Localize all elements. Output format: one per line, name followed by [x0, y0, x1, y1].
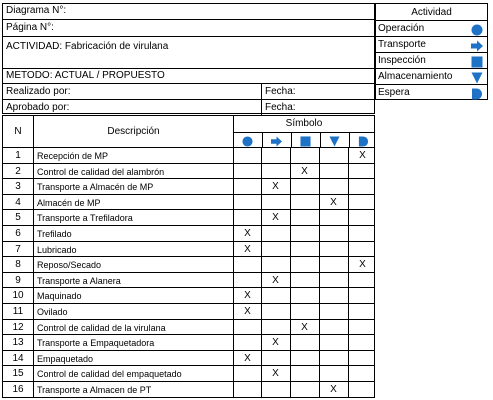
row-description: Transporte a Alanera [37, 275, 121, 286]
date-cell-1 [261, 84, 296, 99]
table-row [3, 148, 374, 164]
symbol-cell [261, 210, 289, 225]
symbol-cell [261, 195, 289, 210]
symbol-cell [290, 195, 318, 210]
row-number: 4 [15, 196, 21, 208]
activity-mark: X [244, 228, 251, 239]
symbol-cell [290, 148, 318, 163]
symbol-cell [233, 304, 261, 319]
description-cell [33, 288, 233, 303]
activity-mark: X [244, 243, 251, 255]
symbol-cell [233, 210, 261, 225]
table-row [3, 257, 374, 273]
description-cell [33, 226, 233, 241]
legend-item [376, 69, 487, 85]
activity-mark: X [330, 196, 337, 208]
symbol-cell [348, 148, 376, 163]
symbol-cell [319, 366, 347, 381]
symbol-title-row [234, 116, 374, 133]
symbol-cell [348, 288, 376, 303]
row-number: 9 [15, 274, 21, 286]
symbol-cell [290, 382, 318, 398]
row-description: Reposo/Secado [37, 260, 102, 271]
symbol-cell [290, 273, 318, 288]
row-number: 10 [12, 290, 24, 302]
legend-title: Actividad [411, 7, 452, 18]
row-number: 7 [15, 243, 21, 255]
description-cell [33, 273, 233, 288]
legend-item-label: Almacenamiento [378, 71, 453, 82]
symbol-cell [261, 366, 289, 381]
row-description: Control de calidad de la virulana [37, 322, 166, 333]
symbol-cell [290, 335, 318, 350]
row-description: Transporte a Empaquetadora [37, 338, 155, 349]
symbol-cell [233, 164, 261, 179]
symbol-cell [261, 164, 289, 179]
description-cell [33, 148, 233, 163]
d-shape-icon [471, 87, 483, 105]
row-number: 15 [12, 368, 24, 380]
symbol-cell [319, 195, 347, 210]
activity-row [3, 37, 374, 69]
row-description: Lubricado [37, 244, 77, 255]
symbol-cell [261, 288, 289, 303]
symbol-cell [348, 320, 376, 335]
symbol-cell [290, 351, 318, 366]
description-cell [33, 257, 233, 272]
symbol-cell [348, 226, 376, 241]
diagram-number-row [3, 4, 374, 20]
symbol-column-header [234, 132, 262, 147]
symbol-cell [233, 351, 261, 366]
symbol-cell [290, 257, 318, 272]
activity-mark: X [359, 150, 366, 161]
desc-header-cell [33, 116, 160, 147]
activity-mark: X [272, 274, 279, 286]
symbol-column-header [320, 132, 348, 147]
symbol-cell [261, 242, 289, 257]
symbol-cell [348, 351, 376, 366]
symbol-cell [319, 335, 347, 350]
made-by-label: Realizado por: [6, 86, 71, 97]
row-number: 11 [12, 306, 24, 317]
legend-item [376, 53, 487, 69]
symbol-column-header [262, 132, 290, 147]
symbol-cell [348, 382, 376, 398]
symbol-cell [348, 164, 376, 179]
approved-by-row [3, 100, 374, 115]
symbol-cell [319, 257, 347, 272]
description-cell [33, 304, 233, 319]
row-number: 5 [15, 212, 21, 224]
symbol-cell [348, 242, 376, 257]
legend-item [376, 21, 487, 37]
description-cell [33, 351, 233, 366]
table-row [3, 195, 374, 211]
col-desc-header: Descripción [107, 126, 160, 137]
symbol-cell [319, 273, 347, 288]
row-number: 3 [15, 181, 21, 193]
row-number: 14 [12, 352, 24, 364]
row-number: 8 [15, 259, 21, 271]
symbol-column-header [349, 132, 377, 147]
made-by-row [3, 84, 374, 100]
symbol-cell [319, 226, 347, 241]
symbol-cell [319, 210, 347, 225]
legend-item-label: Operación [378, 23, 425, 34]
page-number-row [3, 20, 374, 37]
row-number: 12 [12, 321, 24, 333]
process-table [2, 115, 375, 398]
symbol-cell [290, 304, 318, 319]
method-label: METODO: ACTUAL / PROPUESTO [6, 70, 165, 81]
symbol-cell [348, 257, 376, 272]
col-symbol-header: Símbolo [285, 118, 323, 129]
row-number: 2 [15, 165, 21, 177]
symbol-cell [261, 382, 289, 398]
activity-mark: X [301, 321, 308, 333]
symbol-cell [233, 242, 261, 257]
symbol-cell [290, 242, 318, 257]
description-cell [33, 195, 233, 210]
row-number: 13 [12, 337, 24, 349]
activity-mark: X [244, 290, 251, 302]
symbol-cell [233, 382, 261, 398]
col-n-header: N [14, 126, 22, 137]
approved-by-label: Aprobado por: [6, 102, 70, 113]
table-row [3, 382, 374, 398]
symbol-cell [290, 226, 318, 241]
symbol-cell [319, 320, 347, 335]
symbol-cell [233, 148, 261, 163]
row-description: Transporte a Trefiladora [37, 213, 133, 224]
symbol-header-cell [233, 116, 374, 147]
row-description: Almacén de MP [37, 197, 101, 208]
activity-mark: X [301, 165, 308, 177]
table-row [3, 320, 374, 336]
symbol-cell [290, 210, 318, 225]
symbol-cell [348, 273, 376, 288]
symbol-cell [319, 304, 347, 319]
symbol-cell [261, 257, 289, 272]
symbol-cell [261, 335, 289, 350]
symbol-cell [348, 304, 376, 319]
header-block [2, 3, 375, 114]
table-row [3, 164, 374, 180]
symbol-cell [319, 179, 347, 194]
symbol-cell [261, 351, 289, 366]
table-header-row [3, 116, 374, 148]
activity-mark: X [359, 259, 366, 271]
date-label-1: Fecha: [265, 86, 296, 97]
row-description: Trefilado [37, 229, 72, 239]
symbol-cell [261, 226, 289, 241]
table-row [3, 351, 374, 367]
table-row [3, 335, 374, 351]
row-description: Ovilado [37, 307, 68, 317]
row-description: Maquinado [37, 291, 82, 302]
table-row [3, 366, 374, 382]
symbol-cell [290, 179, 318, 194]
legend-title-row [376, 4, 487, 21]
activity-legend [375, 3, 488, 100]
activity-mark: X [244, 306, 251, 317]
symbol-cell [233, 273, 261, 288]
row-number: 16 [12, 384, 24, 395]
symbol-cell [233, 335, 261, 350]
table-row [3, 242, 374, 258]
symbol-cell [319, 148, 347, 163]
date-cell-2 [261, 100, 296, 115]
activity-mark: X [272, 212, 279, 224]
symbol-cell [261, 304, 289, 319]
row-number: 6 [15, 228, 21, 239]
symbol-cell [290, 288, 318, 303]
description-cell [33, 179, 233, 194]
symbol-cell [319, 242, 347, 257]
table-row [3, 210, 374, 226]
symbol-cell [233, 226, 261, 241]
activity-mark: X [272, 337, 279, 349]
description-cell [33, 210, 233, 225]
activity-mark: X [272, 181, 279, 193]
table-row [3, 226, 374, 242]
legend-item-label: Inspección [378, 55, 426, 66]
table-row [3, 273, 374, 289]
description-cell [33, 382, 233, 398]
symbol-cell [233, 288, 261, 303]
legend-item-label: Transporte [378, 39, 426, 50]
description-cell [33, 335, 233, 350]
table-row [3, 304, 374, 320]
table-row [3, 179, 374, 195]
description-cell [33, 242, 233, 257]
symbol-cell [233, 195, 261, 210]
table-row [3, 288, 374, 304]
page-number-label: Página N°: [6, 22, 54, 33]
symbol-cell [348, 366, 376, 381]
row-description: Empaquetado [37, 353, 94, 364]
symbol-cell [233, 257, 261, 272]
symbol-cell [233, 366, 261, 381]
symbol-cell [319, 164, 347, 179]
symbol-cell [261, 273, 289, 288]
symbol-cell [290, 366, 318, 381]
row-description: Recepción de MP [37, 151, 109, 161]
legend-item [376, 37, 487, 53]
row-description: Control de calidad del alambrón [37, 166, 165, 177]
symbol-cell [348, 179, 376, 194]
row-description: Transporte a Almacén de MP [37, 182, 154, 193]
symbol-icons-row [234, 132, 374, 147]
row-description: Transporte a Almacen de PT [37, 385, 152, 395]
method-row [3, 69, 374, 84]
description-cell [33, 164, 233, 179]
legend-item [376, 85, 487, 101]
symbol-cell [233, 179, 261, 194]
description-cell [33, 366, 233, 381]
symbol-cell [290, 164, 318, 179]
legend-item-label: Espera [378, 87, 410, 98]
symbol-cell [290, 320, 318, 335]
row-description: Control de calidad del empaquetado [37, 369, 182, 380]
activity-mark: X [244, 352, 251, 364]
symbol-cell [261, 320, 289, 335]
symbol-cell [261, 179, 289, 194]
activity-mark: X [272, 368, 279, 380]
activity-mark: X [330, 384, 337, 395]
symbol-cell [261, 148, 289, 163]
symbol-cell [319, 351, 347, 366]
symbol-column-header [291, 132, 319, 147]
diagram-number-label: Diagrama N°: [6, 5, 67, 16]
symbol-cell [233, 320, 261, 335]
activity-label: ACTIVIDAD: Fabricación de virulana [6, 41, 169, 52]
symbol-cell [348, 195, 376, 210]
row-number: 1 [15, 150, 21, 161]
symbol-cell [348, 335, 376, 350]
date-label-2: Fecha: [265, 102, 296, 113]
description-cell [33, 320, 233, 335]
symbol-cell [319, 288, 347, 303]
symbol-cell [348, 210, 376, 225]
symbol-cell [319, 382, 347, 398]
